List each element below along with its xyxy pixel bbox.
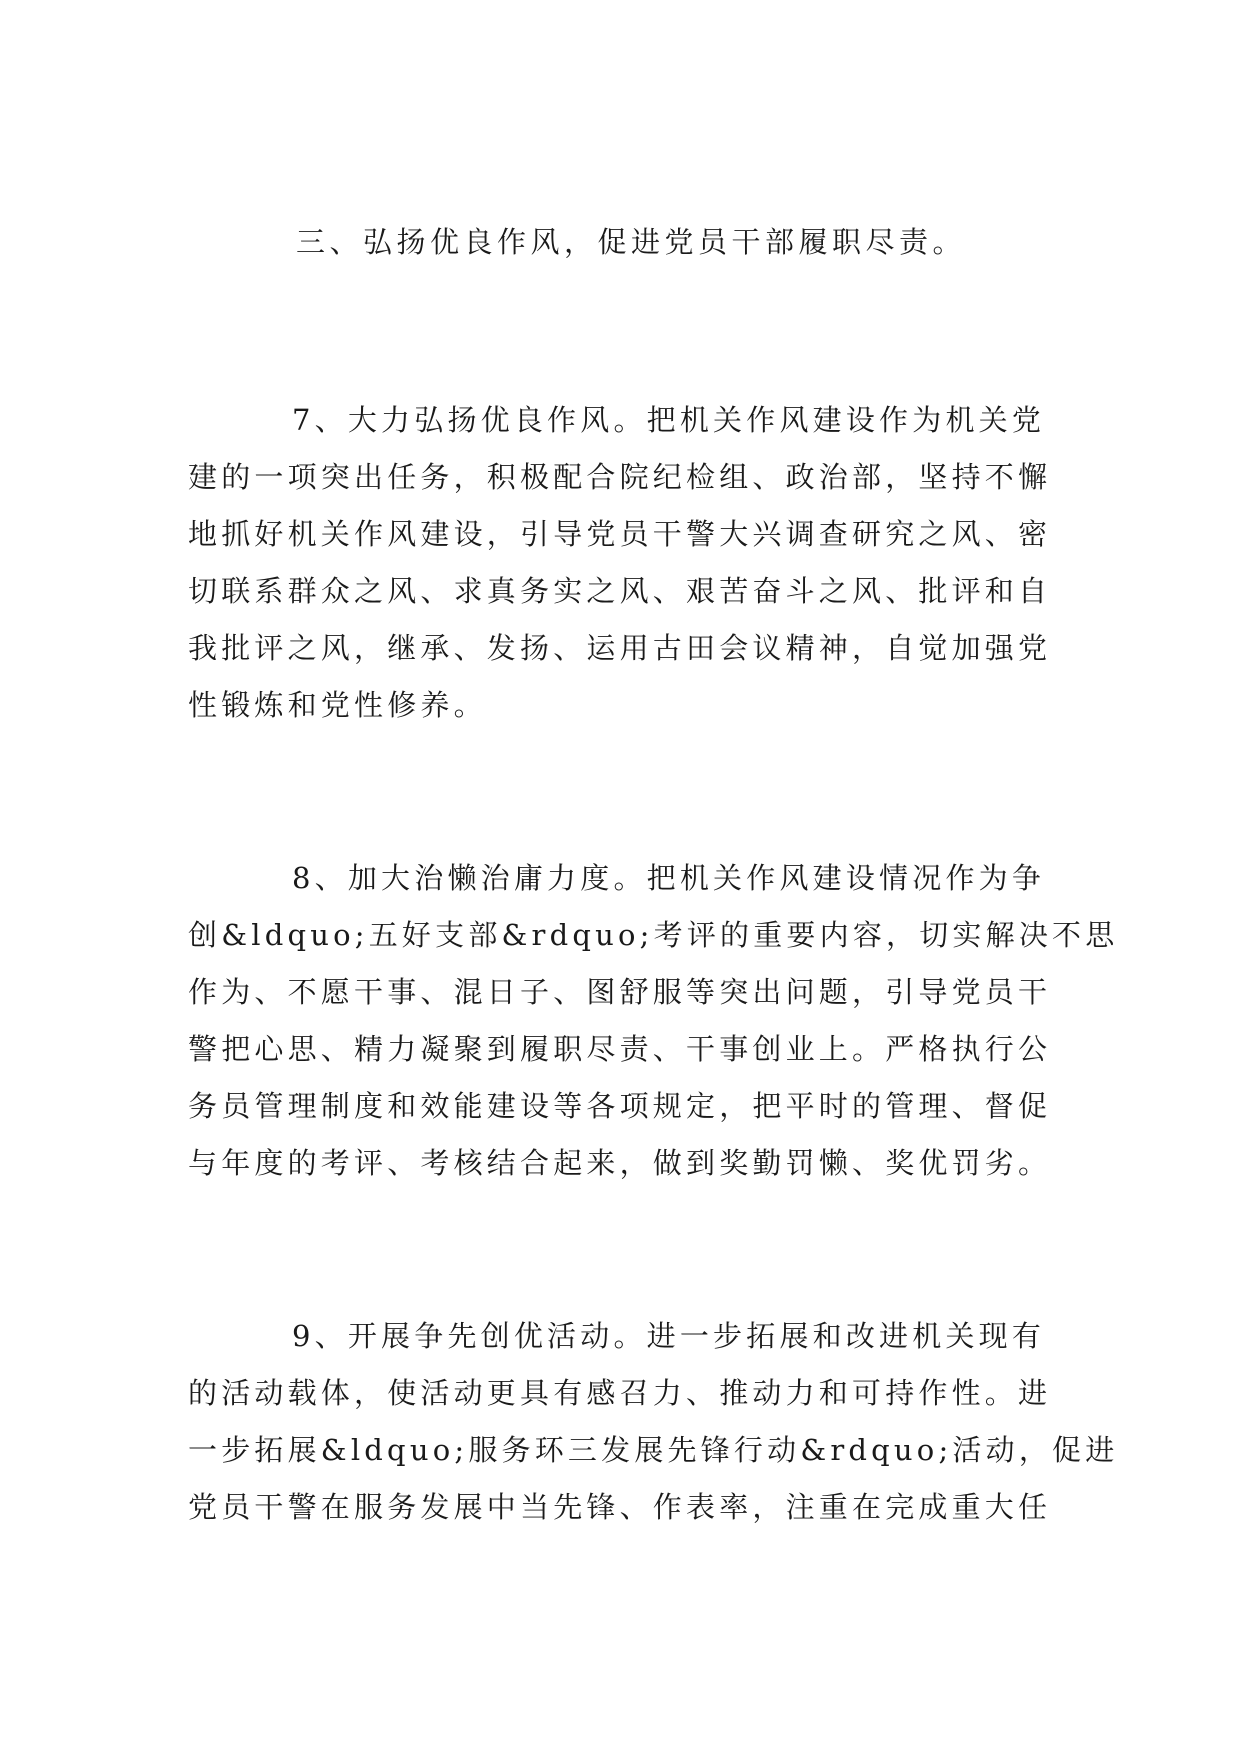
paragraph-8 bbox=[188, 850, 1119, 1192]
paragraph-line: 地抓好机关作风建设，引导党员干警大兴调查研究之风、密 bbox=[188, 517, 1052, 551]
paragraph-line: 创&ldquo;五好支部&rdquo;考评的重要内容，切实解决不思 bbox=[188, 918, 1119, 952]
paragraph-line: 8、加大治懒治庸力度。把机关作风建设情况作为争 bbox=[292, 861, 1046, 895]
paragraph-line: 一步拓展&ldquo;服务环三发展先锋行动&rdquo;活动，促进 bbox=[188, 1433, 1119, 1467]
paragraph-line: 7、大力弘扬优良作风。把机关作风建设作为机关党 bbox=[292, 403, 1046, 437]
paragraph-9 bbox=[188, 1308, 1119, 1536]
paragraph-line: 党员干警在服务发展中当先锋、作表率，注重在完成重大任 bbox=[188, 1490, 1052, 1524]
paragraph-7 bbox=[188, 392, 1052, 734]
paragraph-line: 我批评之风，继承、发扬、运用古田会议精神，自觉加强党 bbox=[188, 631, 1052, 665]
paragraph-line: 建的一项突出任务，积极配合院纪检组、政治部，坚持不懈 bbox=[188, 460, 1052, 494]
section-heading: 三、弘扬优良作风，促进党员干部履职尽责。 bbox=[296, 225, 967, 259]
paragraph-line: 作为、不愿干事、混日子、图舒服等突出问题，引导党员干 bbox=[188, 975, 1052, 1009]
paragraph-line: 9、开展争先创优活动。进一步拓展和改进机关现有 bbox=[292, 1319, 1046, 1353]
paragraph-line: 警把心思、精力凝聚到履职尽责、干事创业上。严格执行公 bbox=[188, 1032, 1052, 1066]
paragraph-line: 的活动载体，使活动更具有感召力、推动力和可持作性。进 bbox=[188, 1376, 1052, 1410]
paragraph-line: 务员管理制度和效能建设等各项规定，把平时的管理、督促 bbox=[188, 1089, 1052, 1123]
paragraph-line: 性锻炼和党性修养。 bbox=[188, 688, 487, 722]
paragraph-line: 与年度的考评、考核结合起来，做到奖勤罚懒、奖优罚劣。 bbox=[188, 1146, 1052, 1180]
paragraph-line: 切联系群众之风、求真务实之风、艰苦奋斗之风、批评和自 bbox=[188, 574, 1052, 608]
